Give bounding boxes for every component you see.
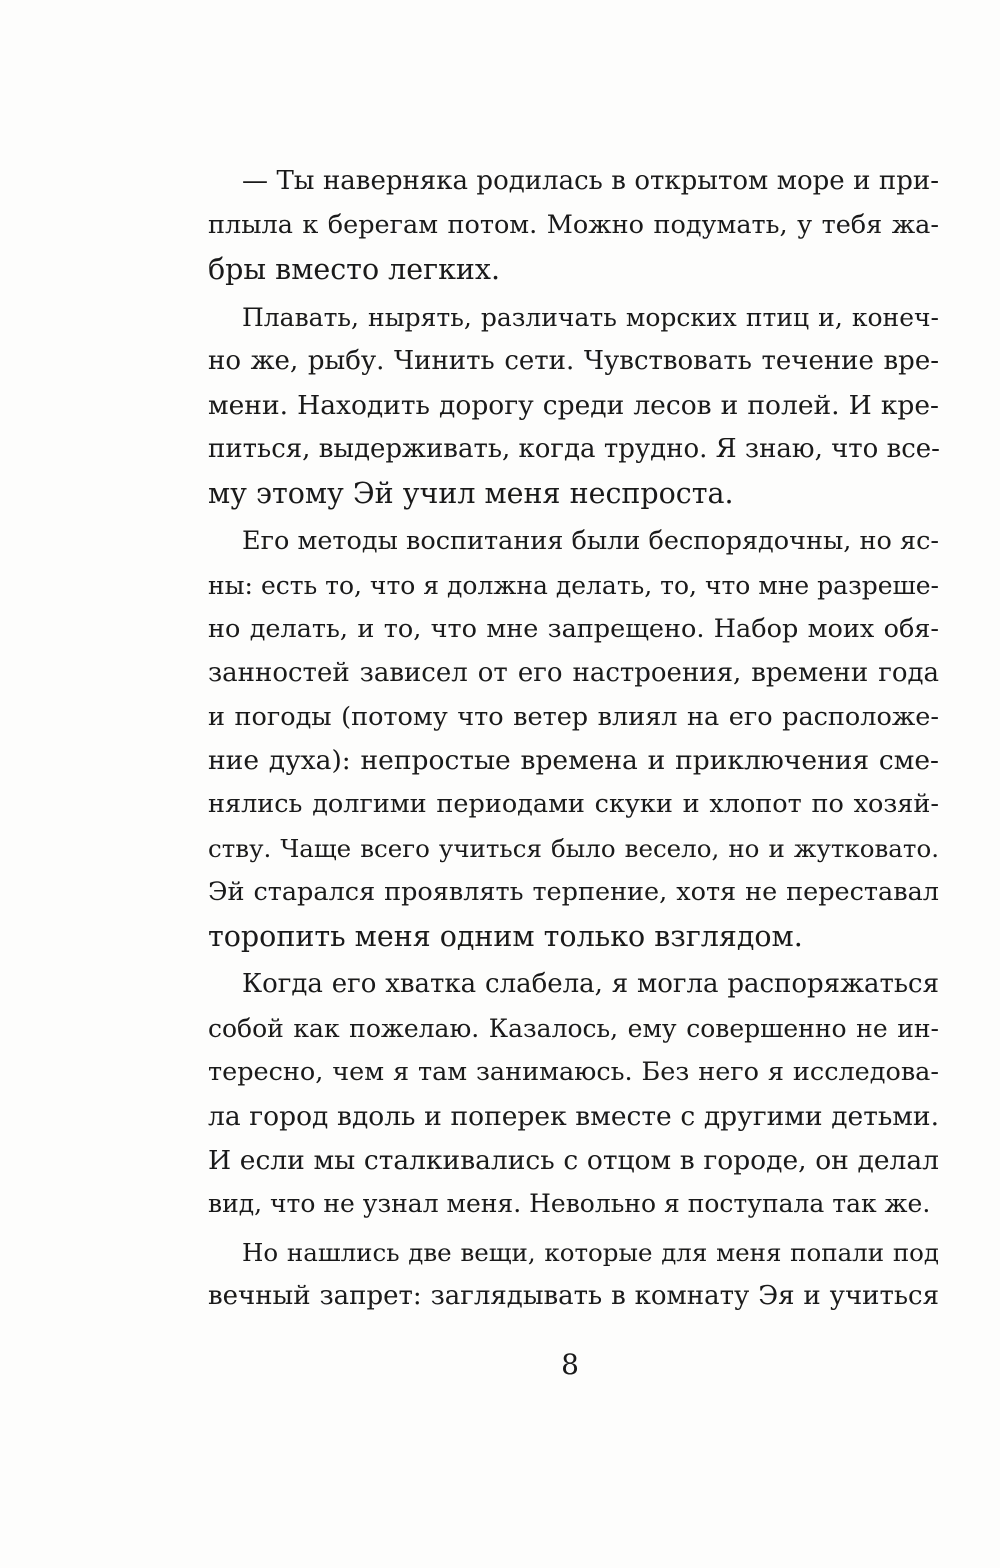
text-line: торопить меня одним только взглядом. bbox=[208, 919, 803, 953]
text-line: плыла к берегам потом. Можно подумать, у тебя жа- bbox=[208, 209, 939, 240]
text-line: ла город вдоль и поперек вместе с другими детьми. bbox=[208, 1100, 939, 1132]
text-line: мени. Находить дорогу среди лесов и полей. И кре- bbox=[208, 389, 939, 421]
text-line: занностей зависел от его настроения, времени года bbox=[208, 657, 939, 688]
text-line: му этому Эй учил меня неспроста. bbox=[208, 476, 734, 510]
text-line: ству. Чаще всего учиться было весело, но и жутковато. bbox=[208, 833, 939, 863]
text-line: но делать, и то, что мне запрещено. Набор моих обя- bbox=[208, 613, 939, 644]
text-line: и погоды (потому что ветер влиял на его расположе- bbox=[208, 701, 939, 732]
text-line: собой как пожелаю. Казалось, ему совершенно не ин- bbox=[208, 1014, 939, 1044]
text-line: бры вместо легких. bbox=[208, 252, 501, 286]
text-line: И если мы сталкивались с отцом в городе, он делал bbox=[208, 1144, 939, 1176]
text-line: ние духа): непростые времена и приключения сме- bbox=[208, 745, 939, 777]
text-line: тересно, чем я там занимаюсь. Без него я исследова- bbox=[208, 1056, 939, 1087]
text-line: вечный запрет: заглядывать в комнату Эя и учиться bbox=[208, 1280, 939, 1311]
text-line: Когда его хватка слабела, я могла распоряжаться bbox=[242, 969, 939, 1000]
text-line: но же, рыбу. Чинить сети. Чувствовать течение вре- bbox=[208, 346, 939, 377]
text-line: вид, что не узнал меня. Невольно я поступала так же. bbox=[208, 1189, 931, 1219]
text-line: Но нашлись две вещи, которые для меня попали под bbox=[242, 1238, 939, 1268]
text-line: Эй старался проявлять терпение, хотя не переставал bbox=[208, 876, 939, 907]
body-text bbox=[208, 160, 939, 1319]
text-line: — Ты наверняка родилась в открытом море и при- bbox=[242, 166, 939, 196]
text-line: Плавать, нырять, различать морских птиц и, конеч- bbox=[242, 303, 939, 333]
text-line: ны: есть то, что я должна делать, то, что мне разреше- bbox=[208, 571, 939, 601]
text-line: Его методы воспитания были беспорядочны, но яс- bbox=[242, 526, 939, 557]
text-line: питься, выдерживать, когда трудно. Я знаю, что все- bbox=[208, 433, 940, 464]
page-number: 8 bbox=[561, 1348, 579, 1381]
text-line: нялись долгими периодами скуки и хлопот по хозяй- bbox=[208, 789, 939, 820]
